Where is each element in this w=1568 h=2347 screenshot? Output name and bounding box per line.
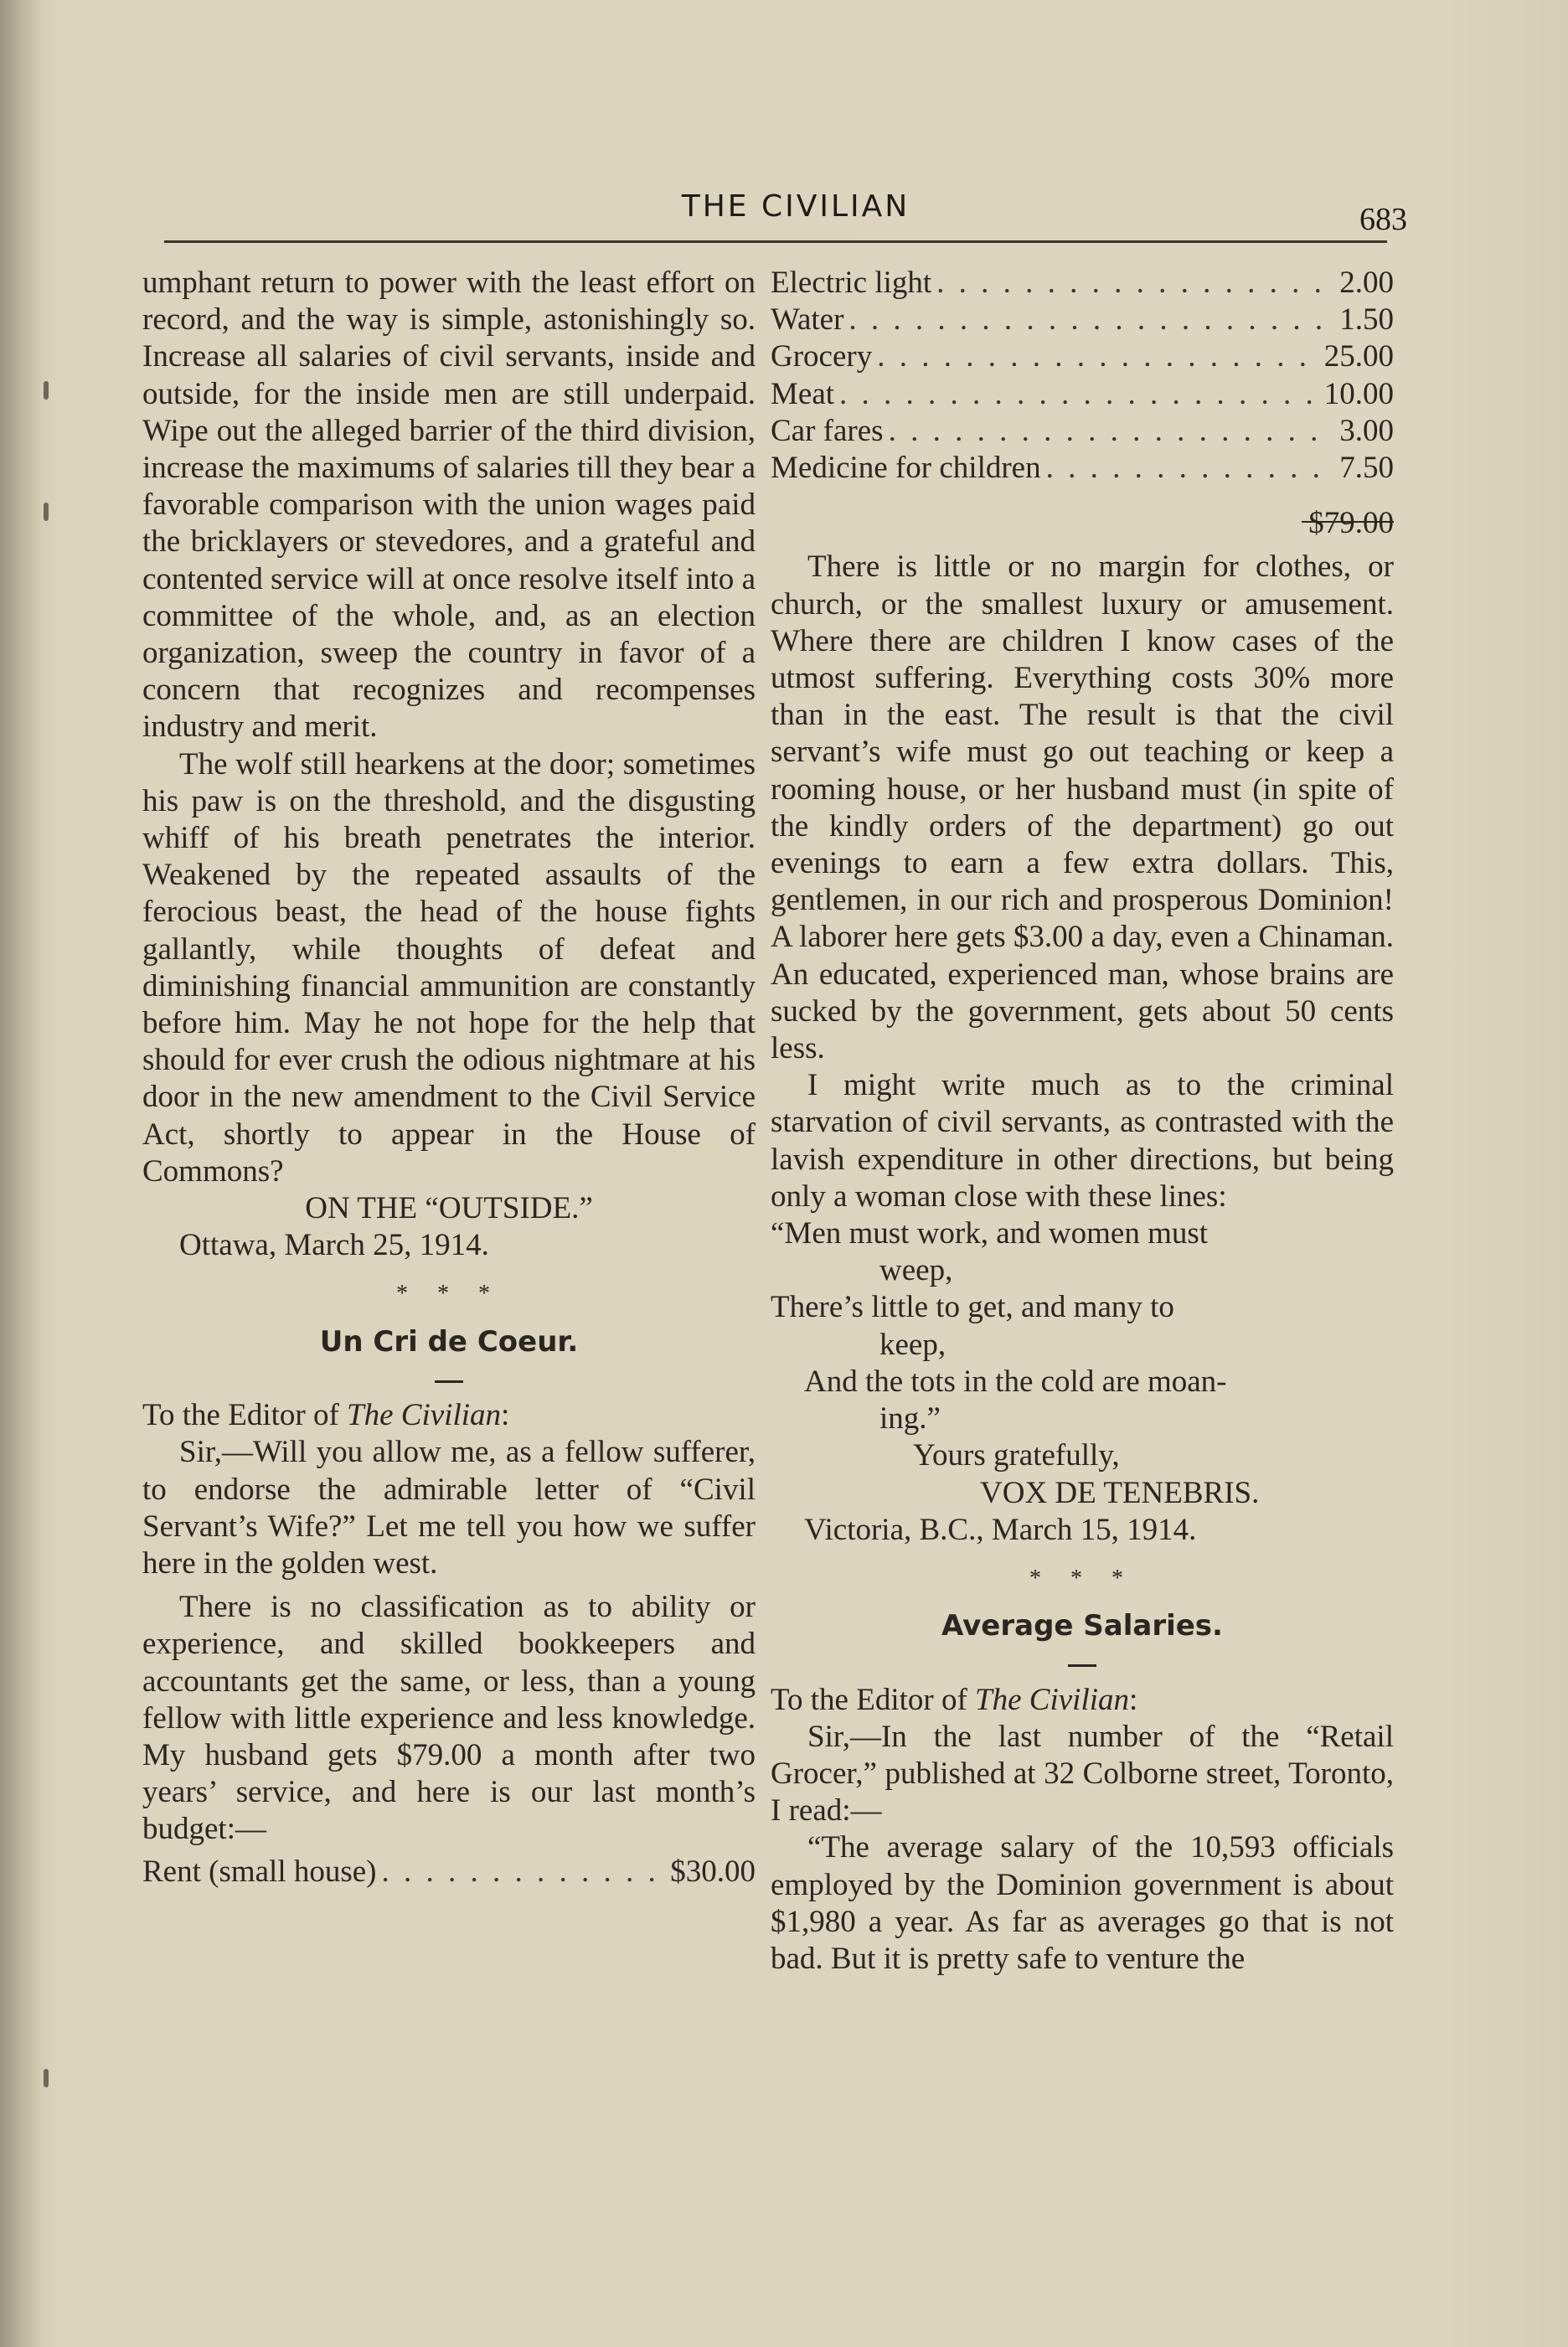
title-dash: [142, 1355, 756, 1392]
budget-item: Water: [771, 302, 844, 338]
budget-row: [142, 1854, 756, 1890]
margin-mark: [44, 2069, 49, 2087]
poem-line: keep,: [879, 1327, 946, 1362]
margin-mark: [44, 381, 49, 400]
budget-amount: 3.00: [1339, 413, 1394, 448]
budget-item: Electric light: [771, 266, 932, 300]
letter-dateline: Ottawa, March 25, 1914.: [179, 1228, 489, 1263]
budget-amount: 2.00: [1339, 266, 1394, 300]
budget-item: Car fares: [771, 413, 884, 448]
budget-row: [771, 302, 1394, 338]
leader-dots: [877, 338, 1319, 375]
leader-dots: [889, 413, 1335, 450]
budget-row: [771, 413, 1394, 450]
section-title: Un Cri de Coeur.: [319, 1324, 579, 1359]
publication-name: The Civilian: [975, 1682, 1130, 1717]
paragraph: Sir,—Will you allow me, as a fellow sufferer, to endorse the admirable letter of “Civil Servant’s Wife?” Let me tell you how we suffer here in the golden west.: [142, 1435, 756, 1581]
letter-closing: Yours gratefully,: [913, 1438, 1120, 1473]
budget-amount: 7.50: [1339, 451, 1394, 486]
budget-item: Grocery: [771, 339, 873, 374]
paragraph: “The average salary of the 10,593 officials employed by the Dominion government is about $1,980 a year. As far as averages go that is not bad. But it is pretty safe to venture the: [771, 1830, 1394, 1976]
leader-dots: [839, 376, 1319, 413]
salutation-colon: :: [501, 1398, 510, 1433]
salutation-text: To the Editor of: [142, 1398, 348, 1433]
budget-row: [771, 450, 1394, 487]
leader-dots: [1046, 450, 1335, 487]
total-rule: [771, 495, 1394, 505]
publication-name: The Civilian: [347, 1398, 502, 1433]
title-dash: [771, 1639, 1394, 1676]
letter-signature: VOX DE TENEBRIS.: [980, 1475, 1260, 1510]
running-header-title: THE CIVILIAN: [681, 189, 910, 224]
page-number: 683: [1359, 202, 1407, 237]
book-spine-shadow: [0, 0, 40, 2347]
budget-total: $79.00: [1308, 506, 1394, 541]
budget-amount: 1.50: [1339, 302, 1394, 338]
budget-amount: 10.00: [1323, 376, 1394, 411]
salutation: [771, 1682, 1394, 1719]
budget-item: Medicine for children: [771, 451, 1041, 486]
letter-signature: ON THE “OUTSIDE.”: [305, 1191, 593, 1226]
letter-dateline: Victoria, B.C., March 15, 1914.: [804, 1512, 1197, 1547]
section-separator: * * *: [1029, 1565, 1135, 1591]
section-title: Average Salaries.: [941, 1609, 1223, 1643]
paragraph: The wolf still hearkens at the door; sometimes his paw is on the threshold, and the disgusting whiff of his breath penetrates the interior. Weakened by the repeated assaults of the ferocious beast, the head of the house fights gallantly, while thoughts of defeat and diminishing financial ammunition are constantly before him. May he not hope for the help that should for ever crush the odious nightmare at his door in the new amendment to the Civil Service Act, shortly to appear in the House of Commons?: [142, 746, 756, 1189]
salutation-text: To the Editor of: [771, 1682, 976, 1717]
poem: [771, 1215, 1394, 1437]
salutation: [142, 1397, 756, 1434]
paragraph: I might write much as to the criminal starvation of civil servants, as contrasted with the lavish expenditure in other directions, but being only a woman close with these lines:: [771, 1068, 1394, 1214]
poem-line: ing.”: [879, 1401, 941, 1437]
leader-dots: [936, 265, 1334, 302]
budget-amount: 25.00: [1323, 339, 1394, 374]
budget-row: [771, 265, 1394, 302]
budget-item: Rent (small house): [142, 1854, 377, 1889]
budget-amount: $30.00: [670, 1854, 756, 1889]
leader-dots: [382, 1854, 666, 1890]
header-rule: [164, 240, 1387, 243]
budget-item: Meat: [771, 376, 835, 411]
paragraph: umphant return to power with the least effort on record, and the way is simple, astonishingly so. Increase all salaries of civil servants, inside and outside, for the inside men are still underpaid. Wipe out the alleged barrier of the third division, increase the maximums of salaries till they bear a favorable comparison with the union wages paid the bricklayers or stevedores, and a grateful and contented service will at once resolve itself into a committee of the whole, and, as an election organization, sweep the country in favor of a concern that recognizes and recompenses industry and merit.: [142, 266, 756, 745]
salutation-colon: :: [1129, 1682, 1138, 1717]
poem-line: weep,: [879, 1253, 953, 1288]
leader-dots: [848, 302, 1334, 338]
paragraph: Sir,—In the last number of the “Retail Grocer,” published at 32 Colborne street, Toronto, I read:—: [771, 1719, 1394, 1829]
margin-mark: [44, 503, 49, 521]
left-column: [142, 265, 756, 1890]
paragraph: There is little or no margin for clothes, or church, or the smallest luxury or amusement. Where there are children I know cases of the utmost suffering. Everything costs 30% more than in the east. The result is that the civil servant’s wife must go out teaching or keep a rooming house, or her husband must (in spite of the kindly orders of the department) go out evenings to earn a few extra dollars. This, gentlemen, in our rich and prosperous Dominion! A laborer here gets $3.00 a day, even a Chinaman. An educated, experienced man, whose brains are sucked by the government, gets about 50 cents less.: [771, 549, 1394, 1066]
budget-row: [771, 376, 1394, 413]
paragraph: There is no classification as to ability or experience, and skilled bookkeepers and accountants get the same, or less, than a young fellow with little experience and less knowledge. My husband gets $79.00 a month after two years’ service, and here is our last month’s budget:—: [142, 1590, 756, 1847]
poem-line: And the tots in the cold are moan-: [804, 1364, 1227, 1399]
budget-row: [771, 338, 1394, 375]
poem-line: There’s little to get, and many to: [771, 1290, 1174, 1325]
right-column: [771, 265, 1394, 1978]
poem-line: “Men must work, and women must: [771, 1216, 1209, 1251]
section-separator: * * *: [396, 1281, 502, 1308]
